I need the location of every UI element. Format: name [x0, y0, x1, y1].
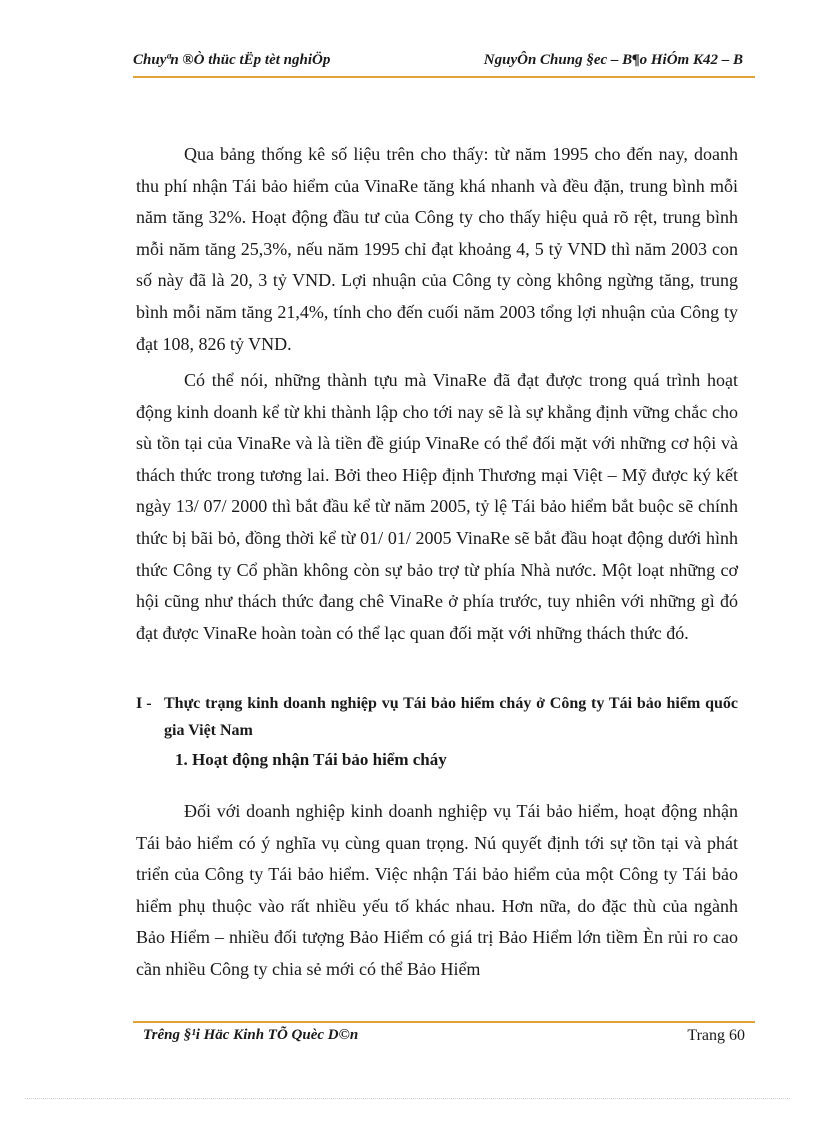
- page-header: [133, 52, 743, 76]
- paragraph-3: [136, 796, 738, 986]
- paragraph-2-text: Có thể nói, những thành tựu mà VinaRe đã đạt được trong quá trình hoạt động kinh doanh kể từ khi thành lập cho tới nay sẽ là sự khẳng định vững chắc cho sù tồn tại của VinaRe và là tiền đề giúp VinaRe có thể đối mặt với những cơ hội và thách thức trong tương lai. Bởi theo Hiệp định Thương mại Việt – Mỹ được ký kết ngày 13/ 07/ 2000 thì bắt đầu kể từ năm 2005, tỷ lệ Tái bảo hiểm bắt buộc sẽ chính thức bị bãi bỏ, đồng thời kể từ 01/ 01/ 2005 VinaRe sẽ bắt đầu hoạt động dưới hình thức Công ty Cổ phần không còn sự bảo trợ từ phía Nhà nước. Một loạt những cơ hội cũng như thách thức đang chê VinaRe ở phía trước, tuy nhiên với những gì đó đạt được VinaRe hoàn toàn có thể lạc quan đối mặt với những thách thức đó.: [136, 370, 738, 643]
- footer-divider: [133, 1021, 755, 1023]
- header-right-author: NguyÔn Chung §ec – B¶o HiÓm K42 – B: [483, 52, 743, 68]
- paragraph-2: [136, 365, 738, 649]
- section-marker: I -: [136, 695, 152, 712]
- section-title: Thực trạng kinh doanh nghiệp vụ Tái bảo hiểm cháy ở Công ty Tái bảo hiểm quốc gia Việt Nam: [164, 695, 738, 739]
- subsection-heading: 1. Hoạt động nhận Tái bảo hiểm cháy: [175, 750, 447, 769]
- page-bottom-border: [25, 1098, 790, 1099]
- header-divider: [133, 76, 755, 78]
- section-heading: [136, 690, 738, 744]
- footer-school: Trêng §¹i Häc Kinh TÕ Quèc D©n: [143, 1027, 359, 1043]
- page-footer: [133, 1025, 745, 1049]
- paragraph-1: [136, 139, 738, 360]
- page-number: Trang 60: [687, 1027, 745, 1044]
- header-left-title: Chuyªn ®Ò thüc tËp tèt nghiÖp: [133, 52, 331, 68]
- paragraph-1-text: Qua bảng thống kê số liệu trên cho thấy: từ năm 1995 cho đến nay, doanh thu phí nhận Tái bảo hiểm của VinaRe tăng khá nhanh và đều đặn, trung bình mỗi năm tăng 32%. Hoạt động đầu tư của Công ty cho thấy hiệu quả rõ rệt, trung bình mỗi năm tăng 25,3%, nếu năm 1995 chỉ đạt khoảng 4, 5 tỷ VND thì năm 2003 con số này đã là 20, 3 tỷ VND. Lợi nhuận của Công ty còng không ngừng tăng, trung bình mỗi năm tăng 21,4%, tính cho đến cuối năm 2003 tổng lợi nhuận của Công ty đạt 108, 826 tỷ VND.: [136, 144, 738, 354]
- paragraph-3-text: Đối với doanh nghiệp kinh doanh nghiệp vụ Tái bảo hiểm, hoạt động nhận Tái bảo hiểm có ý nghĩa vụ cùng quan trọng. Nú quyết định tới sự tồn tại và phát triển của Công ty Tái bảo hiểm. Việc nhận Tái bảo hiểm của một Công ty Tái bảo hiểm phụ thuộc vào rất nhiều yếu tố khác nhau. Hơn nữa, do đặc thù của ngành Bảo Hiểm – nhiều đối tượng Bảo Hiểm có giá trị Bảo Hiểm lớn tiềm Èn rủi ro cao cần nhiều Công ty chia sẻ mới có thể Bảo Hiểm: [136, 801, 738, 979]
